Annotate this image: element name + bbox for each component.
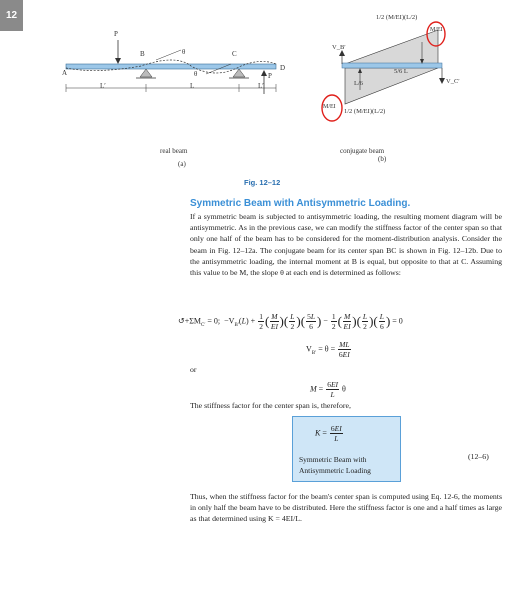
- stiffness-equation-box: [292, 416, 401, 482]
- point-D-label: D: [280, 64, 286, 72]
- point-C-label: C: [232, 50, 237, 58]
- dim-L-mid: L: [190, 82, 195, 90]
- theta-label-2: θ: [194, 70, 198, 78]
- real-beam-figure: [56, 30, 296, 150]
- box-label-line2: Antisymmetric Loading: [299, 465, 371, 475]
- reaction-VC-label: V_C′: [446, 78, 460, 85]
- paragraph-antisymmetric-intro: If a symmetric beam is subjected to antisymmetric loading, the resulting moment diagram will be antisymmetric. As in the previous case, we can modify the stiffness factor of the center span so that only one half of the beam has to be considered for the moment-distribution analysis. Consider the beam in Fig. 12–12a. The conjugate beam for its center span BC is shown in Fig. 12–12b. Due to the antisymmetric loading, the internal moment at B is equal, but opposite to that at C. Assuming this value to be M, the slope θ at each end is determined as follows:: [190, 212, 502, 278]
- dim-five-sixth: 5/6 L: [394, 68, 408, 75]
- conj-bottom-expr: 1/2 (M/EI)(L/2): [344, 108, 386, 115]
- paragraph-stiffness-intro: The stiffness factor for the center span is, therefore,: [190, 401, 351, 410]
- equation-moment-sum: $↺+\Sigma M_{C'} = 0$; $-V_{B'}(L)$ + $\frac{1}{2}$ ( $\frac{M}{EI}$ )( $\frac{L}{2}$ )( $\frac{5L}{6}$ ) − $\frac{1}{2}$ ( $\frac{M}{EI}$ )( $\frac{L}{2}$ )( $\frac{L}{6}$ ) = 0: [178, 312, 403, 331]
- load-P-right: P: [268, 72, 272, 80]
- dim-L-prime-left: L′: [100, 82, 106, 90]
- equation-slope: $V_{B'} = \theta$ = $\frac{ML}{6EI}$: [306, 340, 350, 359]
- point-B-label: B: [140, 50, 145, 58]
- section-title: Symmetric Beam with Antisymmetric Loading.: [190, 198, 411, 209]
- dim-sixth: L/6: [354, 80, 364, 87]
- reaction-VB-label: V_B′: [332, 44, 346, 51]
- conj-top-expr: 1/2 (M/EI)(L/2): [376, 14, 418, 21]
- figure-caption: Fig. 12–12: [244, 178, 281, 187]
- real-beam-label: real beam: [160, 147, 188, 155]
- paragraph-conclusion: Thus, when the stiffness factor for the beam's center span is computed using Eq. 12-6, the moments in only half the beam have to be distributed. Here the stiffness factor is one and a half times as large as that determined using K = 4EI/L.: [190, 492, 502, 524]
- conjugate-beam-sub: (b): [378, 155, 387, 163]
- box-label-line1: Symmetric Beam with: [299, 455, 367, 464]
- page-number-badge: 12: [0, 0, 23, 31]
- point-A-label: A: [62, 69, 68, 77]
- dim-L-prime-right: L′: [258, 82, 264, 90]
- equation-moment: M = $\frac{6EI}{L}$ θ: [310, 380, 346, 399]
- conj-bottom-frac: M/EI: [323, 104, 336, 110]
- box-label: [299, 455, 395, 476]
- or-word: or: [190, 365, 197, 374]
- load-P-left: P: [114, 30, 118, 38]
- equation-number: (12–6): [468, 452, 489, 461]
- conj-top-frac: M/EI: [430, 27, 443, 33]
- conjugate-beam-label: conjugate beam: [340, 147, 385, 155]
- real-beam-sub: (a): [178, 160, 186, 168]
- theta-label-1: θ: [182, 48, 186, 56]
- stiffness-equation: K = $\frac{6EI}{L}$: [315, 424, 342, 443]
